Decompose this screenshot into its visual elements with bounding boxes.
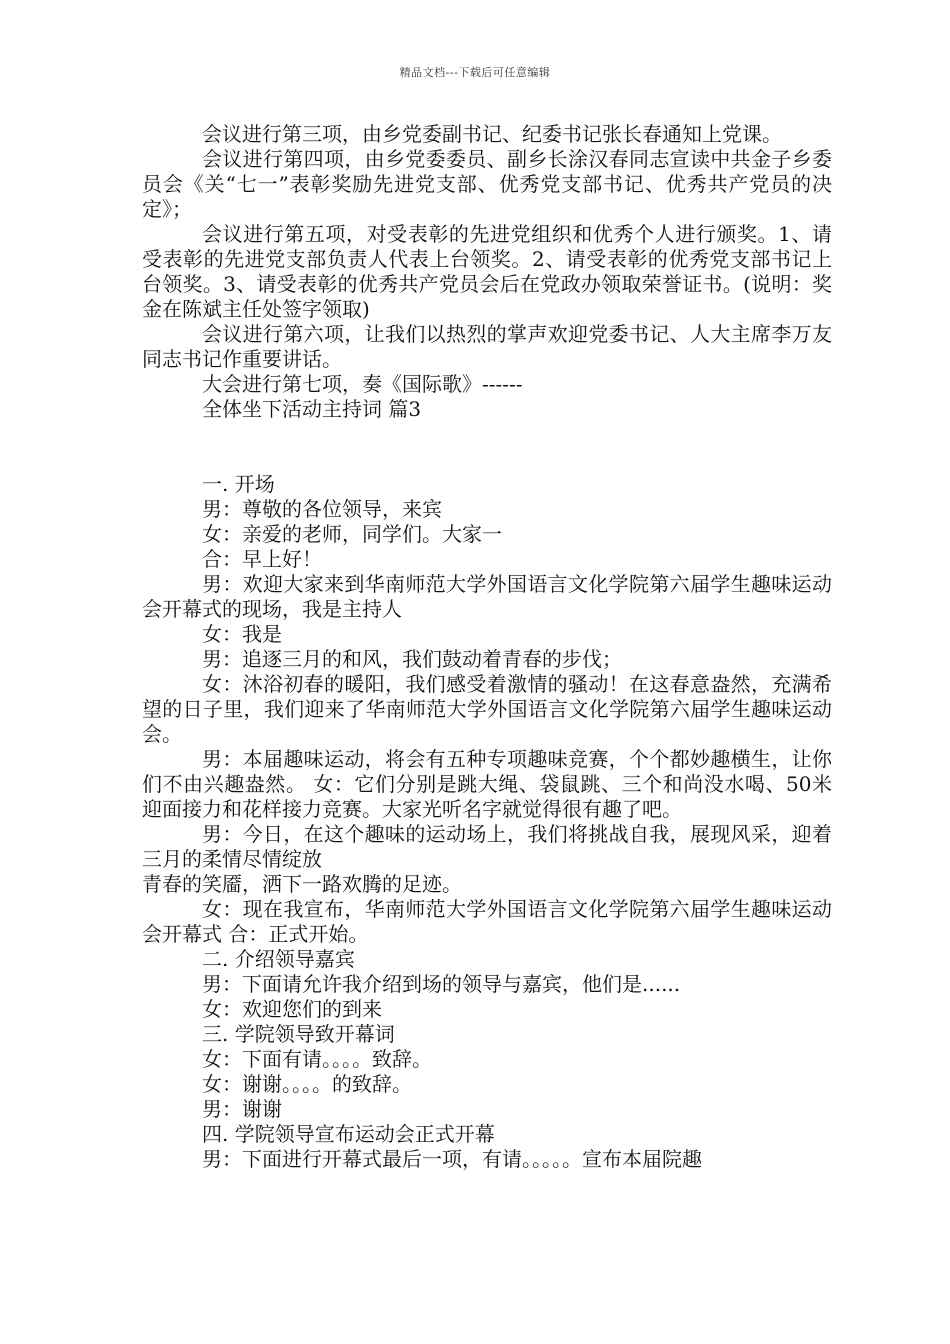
- document-body: [142, 122, 832, 1172]
- dialogue-line: 男：谢谢: [202, 1097, 282, 1121]
- dialogue-line: 女：沐浴初春的暖阳，我们感受着激情的骚动！在这春意盎然，充满希望的日子里，我们迎来了华南师范大学外国语言文化学院第六届学生趣味运动会。: [142, 672, 832, 746]
- dialogue-line: 女：欢迎您们的到来: [202, 997, 382, 1021]
- dialogue-line: 女：我是: [202, 622, 282, 646]
- dialogue-line: 女：现在我宣布，华南师范大学外国语言文化学院第六届学生趣味运动会开幕式 合：正式开始。: [142, 897, 832, 946]
- page-header: 精品文档---下载后可任意编辑: [399, 66, 551, 79]
- dialogue-line: 男：今日，在这个趣味的运动场上，我们将挑战自我，展现风采，迎着三月的柔情尽情绽放: [142, 822, 832, 871]
- paragraph: 会议进行第三项，由乡党委副书记、纪委书记张长春通知上党课。: [202, 122, 782, 146]
- paragraph: 会议进行第六项，让我们以热烈的掌声欢迎党委书记、人大主席李万友同志书记作重要讲话。: [142, 322, 832, 371]
- dialogue-line: 青春的笑靥，洒下一路欢腾的足迹。: [142, 872, 462, 896]
- section-heading: 一. 开场: [202, 472, 275, 496]
- section-title: 全体坐下活动主持词 篇3: [202, 397, 422, 421]
- dialogue-line: 男：下面进行开幕式最后一项，有请。。。。。宣布本届院趣: [202, 1147, 702, 1171]
- dialogue-line: 男：欢迎大家来到华南师范大学外国语言文化学院第六届学生趣味运动会开幕式的现场，我是主持人: [142, 572, 832, 621]
- dialogue-line: 女：下面有请。。。。致辞。: [202, 1047, 432, 1071]
- dialogue-line: 男：下面请允许我介绍到场的领导与嘉宾，他们是......: [202, 972, 681, 996]
- section-heading: 二. 介绍领导嘉宾: [202, 947, 355, 971]
- paragraph: 会议进行第五项，对受表彰的先进党组织和优秀个人进行颁奖。1、请受表彰的先进党支部负责人代表上台领奖。2、请受表彰的优秀党支部书记上台领奖。3、请受表彰的优秀共产党员会后在党政办领取荣誉证书。(说明：奖金在陈斌主任处签字领取): [142, 222, 832, 321]
- paragraph: 会议进行第四项，由乡党委委员、副乡长涂汉春同志宣读中共金子乡委员会《关“七一”表彰奖励先进党支部、优秀党支部书记、优秀共产党员的决定》；: [142, 147, 832, 221]
- dialogue-line: 男：尊敬的各位领导，来宾: [202, 497, 442, 521]
- dialogue-line: 女：亲爱的老师，同学们。大家一: [202, 522, 502, 546]
- dialogue-line: 男：追逐三月的和风，我们鼓动着青春的步伐；: [202, 647, 622, 671]
- dialogue-line: 合：早上好！: [202, 547, 322, 571]
- section-heading: 四. 学院领导宣布运动会正式开幕: [202, 1122, 495, 1146]
- dialogue-line: 男：本届趣味运动，将会有五种专项趣味竞赛，个个都妙趣横生，让你们不由兴趣盎然。 女：它们分别是跳大绳、袋鼠跳、三个和尚没水喝、50米迎面接力和花样接力竞赛。大家光听名字就觉得很有趣了吧。: [142, 747, 832, 821]
- blank-space: [142, 422, 832, 472]
- paragraph: 大会进行第七项，奏《国际歌》------: [202, 372, 523, 396]
- section-heading: 三. 学院领导致开幕词: [202, 1022, 395, 1046]
- dialogue-line: 女：谢谢。。。。的致辞。: [202, 1072, 412, 1096]
